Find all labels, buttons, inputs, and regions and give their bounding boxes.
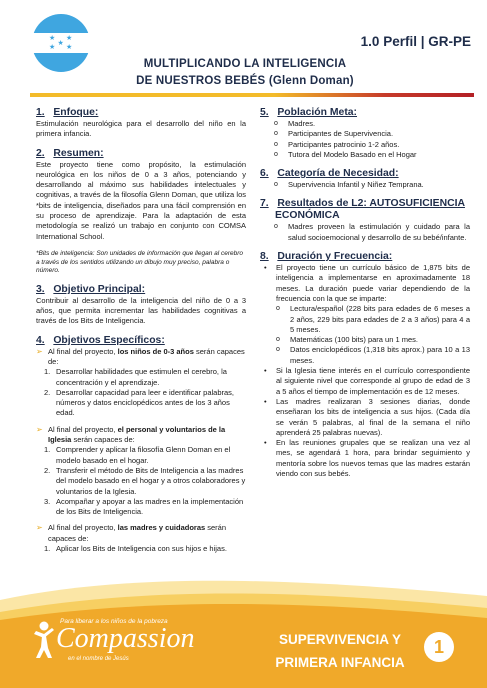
list-item: • En las reuniones grupales que se realizan una vez al mes, se agendará 1 hora, para brindar seguimiento y mentoría sobre los nuevos temas que las madres estarán viendo con sus bebés. <box>264 438 470 479</box>
objective-group-ninos: ➢ Al final del proyecto, los niños de 0-3 años serán capaces de: <box>36 347 246 368</box>
duracion-sublist <box>276 304 470 366</box>
resultados-list <box>274 222 470 243</box>
title-divider <box>30 93 474 97</box>
child-figure-icon <box>30 620 58 660</box>
list-item: 2. Desarrollar capacidad para leer e identificar palabras, números y datos enciclopédicos antes de los 3 años edad. <box>44 387 235 418</box>
section-heading-categoria: 6. Categoría de Necesidad: <box>260 168 399 180</box>
list-item: • El proyecto tiene un currículo básico de 1,875 bits de inteligencia a implementarse en aproximadamente 18 meses. La duración puede variar dependiendo de la frecuencia con la que se imparte: o Lectura/español (228 bits para edades de 6 meses a 2 años, 229 bits para edades de 2 a 3 años) para 4 a 5 meses. o Matemáticas (100 bits) para un 1 mes. o Datos enciclopédicos (1,318 bits aprox.) para 10 a 13 meses. <box>264 263 470 366</box>
list-item: 1. Desarrollar habilidades que estimulen el cerebro, la concentración y el aprendizaje. <box>44 367 227 387</box>
document-title-line2: DE NUESTROS BEBÉS (Glenn Doman) <box>136 75 354 87</box>
objetivo-principal-text: Contribuir al desarrollo de la inteligencia del niño de 0 a 3 años, que permita incrementar las habilidades cognitivas a través de los Bits de Inteligencia. <box>36 295 246 326</box>
list-item: o Participantes patrocinio 1-2 años. <box>274 140 470 150</box>
list-item: o Tutora del Modelo Basado en el Hogar <box>274 150 470 160</box>
right-column <box>260 107 470 479</box>
section-heading-resultados: 7. Resultados de L2: AUTOSUFICIENCIA ECONÓMICA <box>260 198 465 222</box>
objective-group-madres: ➢ Al final del proyecto, las madres y cuidadoras serán capaces de: <box>36 523 246 544</box>
list-item: 1. Aplicar los Bits de Inteligencia con sus hijos e hijas. <box>44 543 227 553</box>
duracion-list <box>264 263 470 479</box>
section-heading-poblacion-meta: 5. Población Meta: <box>260 107 358 118</box>
list-item: 2. Transferir el método de Bits de Inteligencia a las madres del modelo basado en el hogar y a otros colaboradores y voluntarios de la Iglesia. <box>44 465 246 496</box>
list-item: o Datos enciclopédicos (1,318 bits aprox.) para 10 a 13 meses. <box>276 345 470 366</box>
section-heading-objetivo-principal: 3. Objetivo Principal: <box>36 283 146 295</box>
section-heading-duracion: 8. Duración y Frecuencia: <box>260 251 393 263</box>
objective-list-ninos <box>44 367 246 418</box>
objective-list-personal <box>44 445 246 517</box>
logo-slogan: Para liberar a los niños de la pobreza <box>60 618 168 625</box>
poblacion-meta-list <box>274 119 470 160</box>
list-item: • Las madres realizaran 3 sesiones diarias, donde enseñaran los bits de inteligencia a sus hijos. (Cada día se verán 5 palabras, al final de la semana el niño aprenderá 25 palabras nuevas). <box>264 397 470 438</box>
enfoque-text: Estimulación neurológica para el desarrollo del niño en la primera infancia. <box>36 119 246 139</box>
list-item: o Participantes de Supervivencia. <box>274 129 470 139</box>
list-item: o Madres. <box>274 119 470 129</box>
objective-list-madres <box>44 544 246 554</box>
list-item: o Supervivencia Infantil y Niñez Temprana. <box>274 180 470 190</box>
compassion-logo <box>30 618 195 674</box>
logo-tagline: en el nombre de Jesús <box>68 656 129 662</box>
section-heading-resumen: 2. Resumen: <box>36 147 104 159</box>
list-item: o Matemáticas (100 bits) para un 1 mes. <box>276 335 470 345</box>
categoria-list <box>274 180 470 190</box>
bits-footnote: *Bits de inteligencia: Son unidades de información que llegan al cerebro a través de los sentidos utilizando un dibujo muy preciso, palabra o número. <box>36 249 244 275</box>
footer-title-line1: SUPERVIVENCIA Y <box>278 632 402 647</box>
list-item: o Lectura/español (228 bits para edades de 6 meses a 2 años, 229 bits para edades de 2 a 3 años) para 4 a 5 meses. <box>276 304 470 335</box>
resumen-text: Este proyecto tiene como propósito, la estimulación neurológica en los niños de 0 a 3 años, potenciando y desarrollando al máximo sus habilidades intelectuales y cognitivas, a través de la filosofía Glenn Doman, que utiliza los *bits de inteligencia, diseñados para una fácil comprensión en su proceso de aprendizaje. Para la adaptación de esta metodología se realizó un trabajo en conjunto con COMSA International School. <box>36 159 246 241</box>
logo-wordmark: Compassion <box>56 623 195 654</box>
section-heading-objetivos-especificos: 4. Objetivos Específicos: <box>36 334 165 346</box>
honduras-flag-icon: ★ ★ ★ ★ ★ <box>32 14 90 72</box>
list-item: 1. Comprender y aplicar la filosofía Glenn Doman en el modelo basado en el hogar. <box>44 445 231 465</box>
list-item: • Si la Iglesia tiene interés en el currículo correspondiente al siguiente nivel que corresponde al grupo de edad de 3 a 5 años el tiempo de implementación es de 12 meses. <box>264 366 470 397</box>
list-item: o Madres proveen la estimulación y cuidado para la salud socioemocional y desarrollo de su bebé/infante. <box>274 222 470 243</box>
document-code: 1.0 Perfil | GR-PE <box>360 34 471 49</box>
section-heading-enfoque: 1. Enfoque: <box>36 107 99 118</box>
list-item: 3. Acompañar y apoyar a las madres en la implementación de los Bits de Inteligencia. <box>44 496 244 517</box>
footer-title-line2: PRIMERA INFANCIA <box>275 655 405 670</box>
left-column <box>36 107 246 554</box>
objective-group-personal: ➢ Al final del proyecto, el personal y voluntarios de la Iglesia serán capaces de: <box>36 425 246 446</box>
page-number-badge: 1 <box>424 632 454 662</box>
document-title-line1: MULTIPLICANDO LA INTELIGENCIA <box>143 58 347 70</box>
